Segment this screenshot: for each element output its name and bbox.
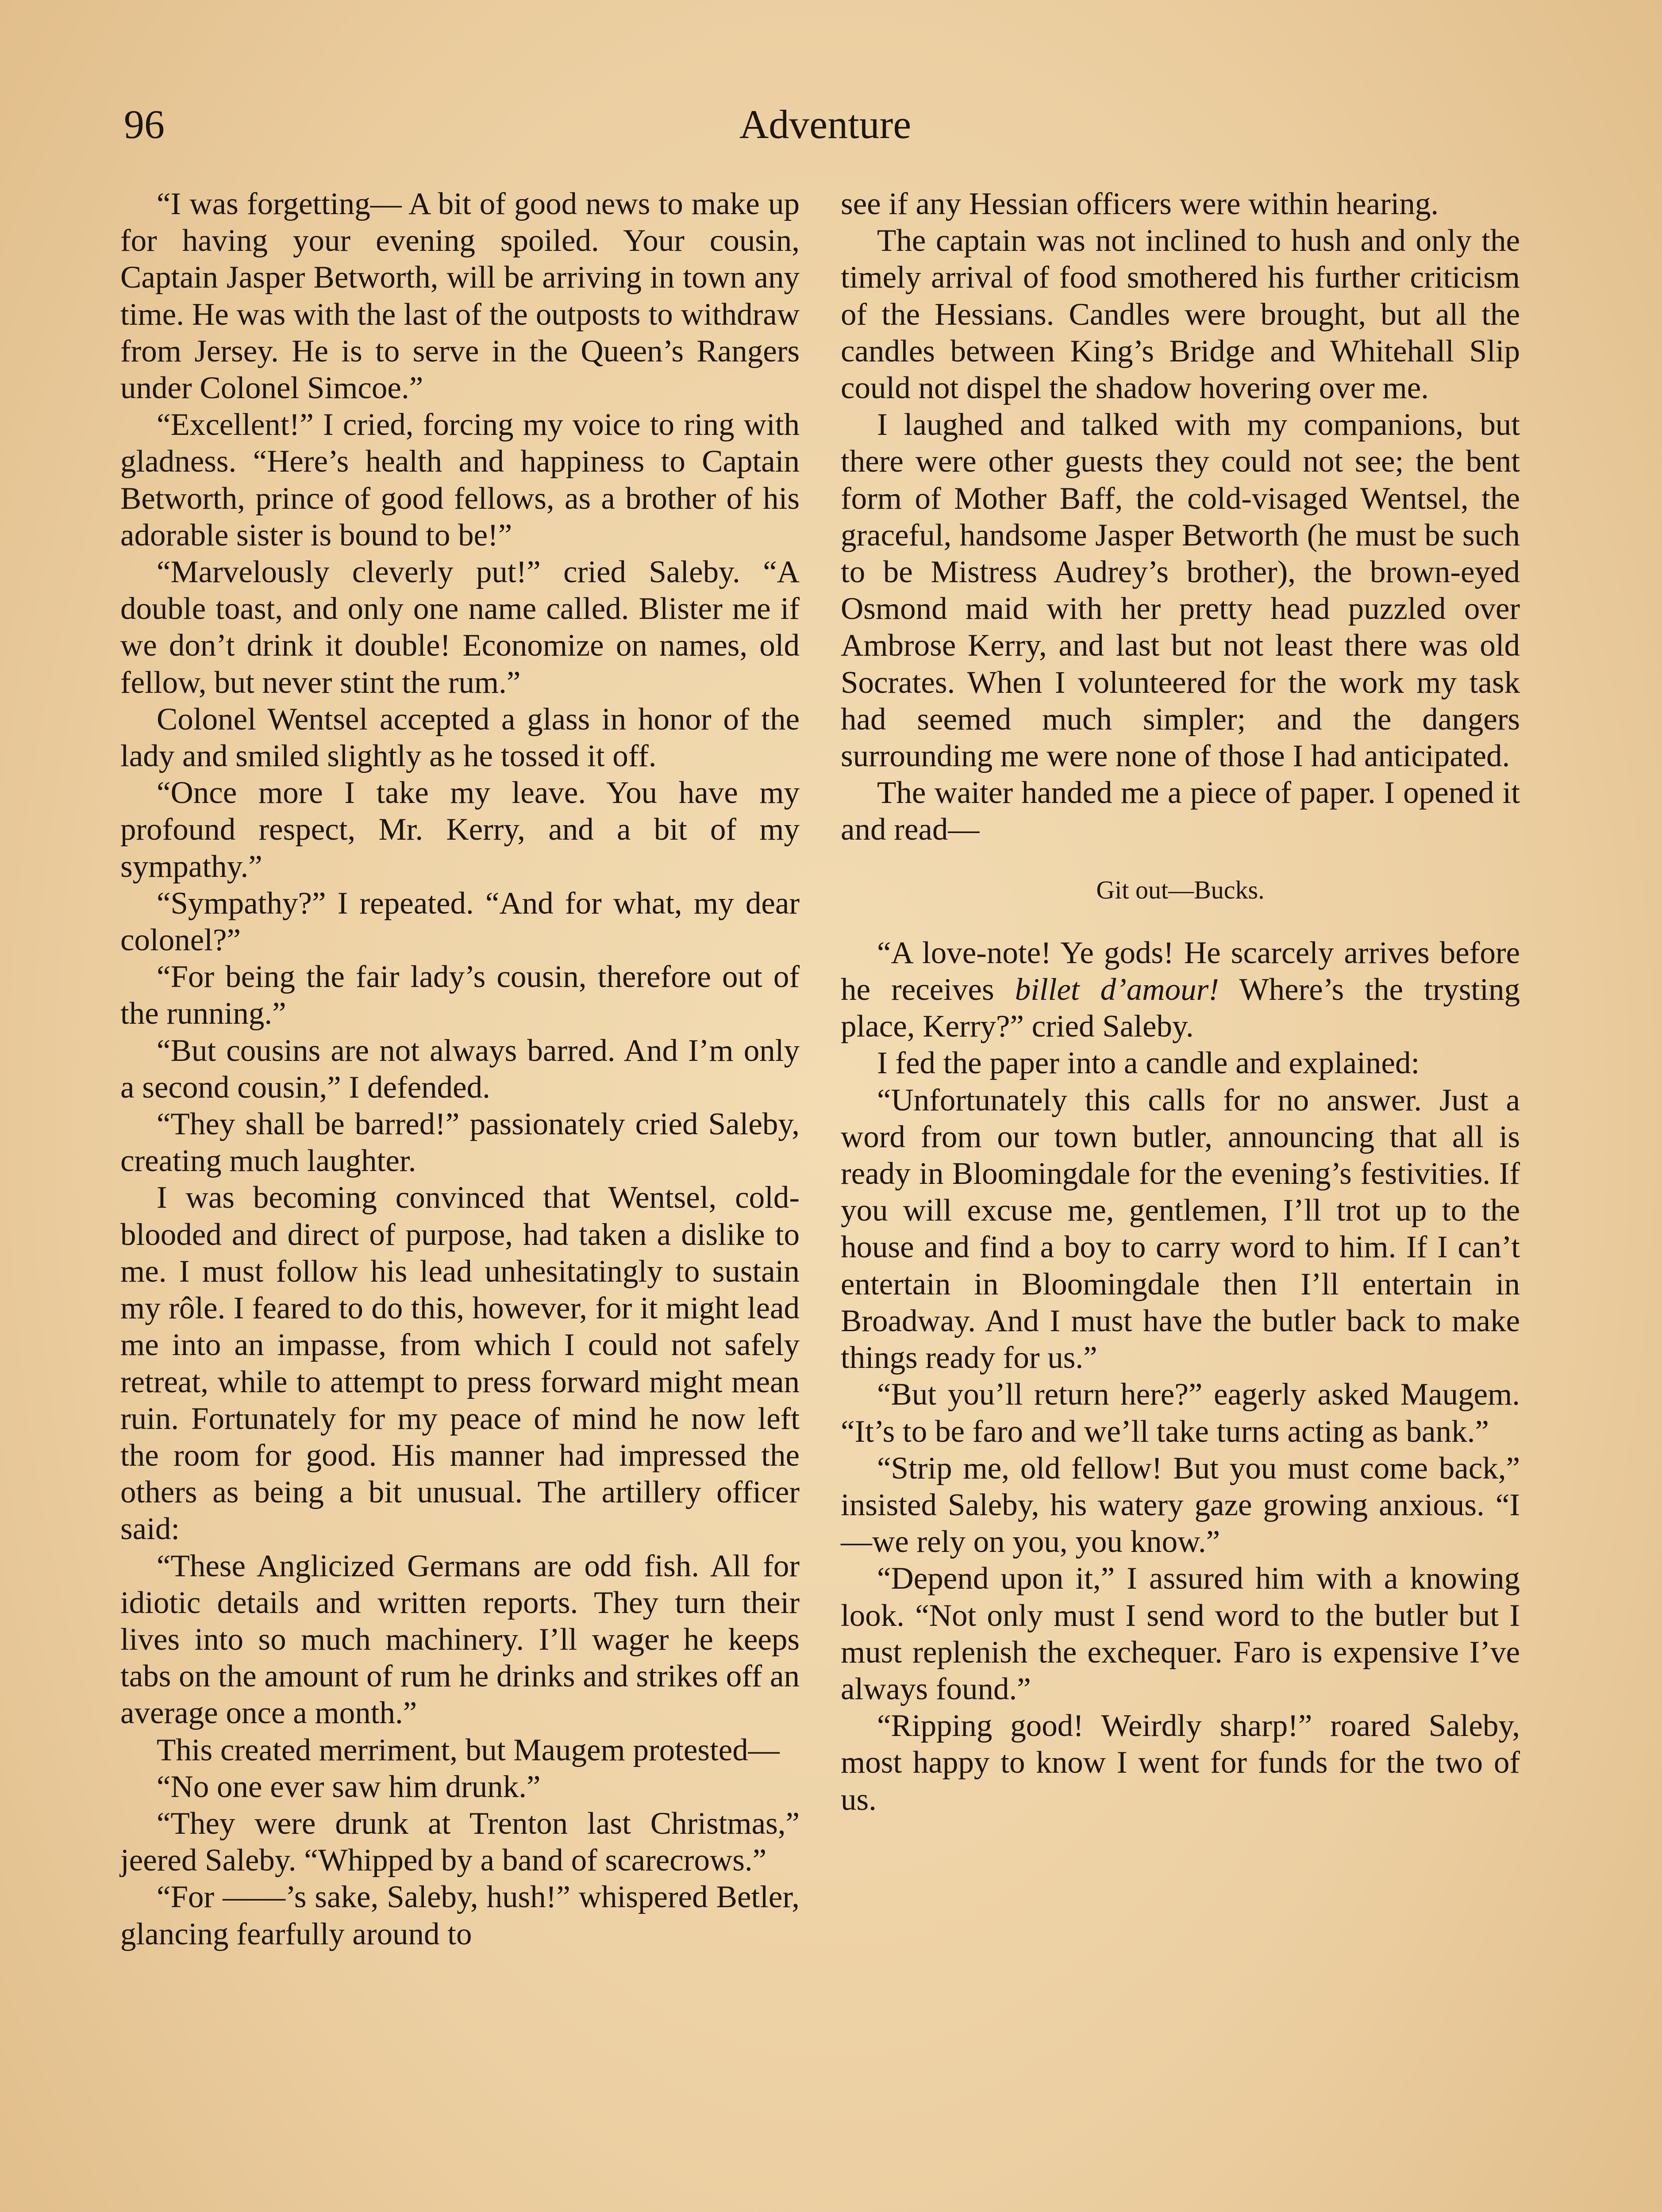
paragraph: “No one ever saw him drunk.” bbox=[157, 1769, 541, 1804]
paragraph: “They were drunk at Trenton last Christmas,” jeered Saleby. “Whipped by a band of scarecrows.” bbox=[120, 1806, 800, 1878]
love-note-before: “A love-note! Ye gods! He scarcely arrives before he receives bbox=[841, 935, 1520, 1007]
paragraph: “Sympathy?” I repeated. “And for what, my dear colonel?” bbox=[120, 886, 800, 958]
paragraph: “Marvelously cleverly put!” cried Saleby. “A double toast, and only one name called. Blister me if we don’t drink it double! Economize on names, old fellow, but never stint the rum.” bbox=[120, 555, 800, 700]
paragraph: “They shall be barred!” passionately cried Saleby, creating much laughter. bbox=[120, 1107, 800, 1179]
paragraph: I fed the paper into a candle and explained: bbox=[877, 1046, 1420, 1081]
paragraph: This created merriment, but Maugem protested— bbox=[157, 1732, 780, 1767]
paragraph: “Strip me, old fellow! But you must come back,” insisted Saleby, his watery gaze growing anxious. “I—we rely on you, you know.” bbox=[841, 1451, 1520, 1559]
continued-paragraph: see if any Hessian officers were within hearing. bbox=[841, 187, 1439, 221]
paragraph: “Ripping good! Weirdly sharp!” roared Saleby, most happy to know I went for funds for the two of us. bbox=[841, 1709, 1520, 1817]
page-number: 96 bbox=[124, 102, 165, 147]
paragraph: “For being the fair lady’s cousin, therefore out of the running.” bbox=[120, 960, 800, 1031]
paragraph: I was becoming convinced that Wentsel, cold-blooded and direct of purpose, had taken a dislike to me. I must follow his lead unhesitatingly to sustain my rôle. I feared to do this, however, for it might lead me into an impasse, from which I could not safely retreat, while to attempt to press forward might mean ruin. Fortunately for my peace of mind he now left the room for good. His manner had impressed the others as being a bit unusual. The artillery officer said: bbox=[120, 1180, 800, 1547]
paragraph: “These Anglicized Germans are odd fish. All for idiotic details and written reports. They turn their lives into so much machinery. I’ll wager he keeps tabs on the amount of rum he drinks and strikes off an average once a month.” bbox=[120, 1548, 800, 1731]
love-note-after: Where’s the trysting place, Kerry?” cried Saleby. bbox=[841, 972, 1520, 1044]
paragraph: “Unfortunately this calls for no answer. Just a word from our town butler, announcing that all is ready in Bloomingdale for the evening’s festivities. If you will excuse me, gentlemen, I’ll trot up to the house and find a boy to carry word to him. If I can’t entertain in Bloomingdale then I’ll entertain in Broadway. And I must have the butler back to make things ready for us.” bbox=[841, 1083, 1520, 1375]
magazine-title: Adventure bbox=[739, 102, 912, 147]
page-header bbox=[124, 101, 1527, 154]
note-text: Git out—Bucks. bbox=[1096, 875, 1265, 904]
paragraph: “But cousins are not always barred. And I’m only a second cousin,” I defended. bbox=[120, 1033, 800, 1105]
paragraph: “Depend upon it,” I assured him with a knowing look. “Not only must I send word to the butler but I must replenish the exchequer. Faro is expensive I’ve always found.” bbox=[841, 1561, 1520, 1706]
right-column bbox=[841, 186, 1520, 1818]
paragraph: “But you’ll return here?” eagerly asked Maugem. “It’s to be faro and we’ll take turns acting as bank.” bbox=[841, 1377, 1520, 1449]
love-note-italic: billet d’amour! bbox=[1015, 972, 1219, 1007]
left-column bbox=[120, 186, 800, 1953]
paragraph: “For ——’s sake, Saleby, hush!” whispered Betler, glancing fearfully around to bbox=[120, 1880, 800, 1951]
love-note-paragraph bbox=[841, 935, 1520, 1045]
paragraph: “I was forgetting— A bit of good news to make up for having your evening spoiled. Your cousin, Captain Jasper Betworth, will be arriving in town any time. He was with the last of the outposts to withdraw from Jersey. He is to serve in the Queen’s Rangers under Colonel Simcoe.” bbox=[120, 187, 800, 406]
paragraph: The waiter handed me a piece of paper. I opened it and read— bbox=[841, 776, 1520, 847]
paragraph: “Once more I take my leave. You have my profound respect, Mr. Kerry, and a bit of my sympathy.” bbox=[120, 776, 800, 884]
paragraph: Colonel Wentsel accepted a glass in honor of the lady and smiled slightly as he tossed it off. bbox=[120, 702, 800, 774]
paragraph: “Excellent!” I cried, forcing my voice to ring with gladness. “Here’s health and happiness to Captain Betworth, prince of good fellows, as a brother of his adorable sister is bound to be!” bbox=[120, 407, 800, 553]
paragraph: I laughed and talked with my companions, but there were other guests they could not see; the bent form of Mother Baff, the cold-visaged Wentsel, the graceful, handsome Jasper Betworth (he must be such to be Mistress Audrey’s brother), the brown-eyed Osmond maid with her pretty head puzzled over Ambrose Kerry, and last but not least there was old Socrates. When I volunteered for the work my task had seemed much simpler; and the dangers surrounding me were none of those I had anticipated. bbox=[841, 407, 1520, 774]
paragraph: The captain was not inclined to hush and only the timely arrival of food smothered his further criticism of the Hessians. Candles were brought, but all the candles between King’s Bridge and Whitehall Slip could not dispel the shadow hovering over me. bbox=[841, 223, 1520, 406]
